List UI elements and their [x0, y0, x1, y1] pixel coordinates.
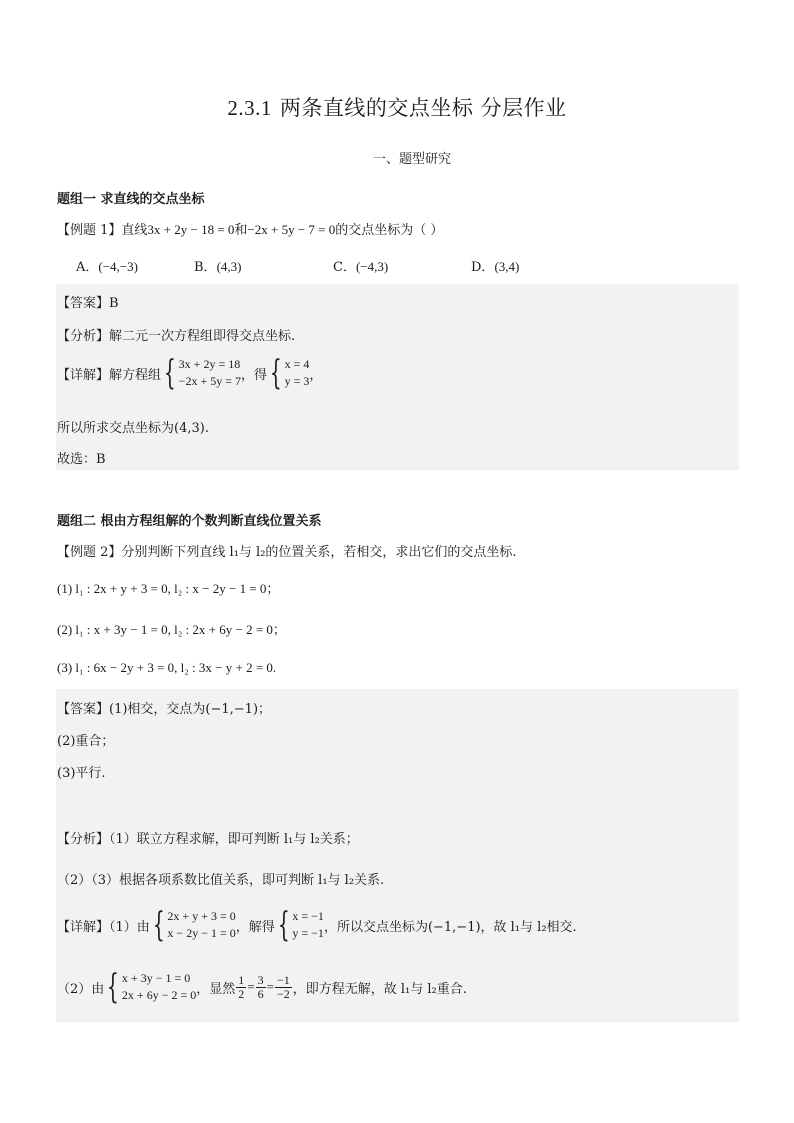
detail-2-1: [57, 905, 577, 945]
system-row: y = 3: [284, 374, 310, 388]
system-row: x = 4: [284, 357, 310, 371]
example1-label: 【例题 1】: [57, 223, 122, 238]
title-number: 2.3.1: [227, 96, 272, 120]
denominator: 2: [238, 986, 245, 1001]
group2-heading: 题组二 根由方程组解的个数判断直线位置关系: [57, 514, 322, 529]
example1-question: [57, 219, 443, 238]
detail-text: ，解得: [235, 919, 275, 935]
option-label: C．: [333, 260, 356, 275]
equals-sign: =: [266, 979, 274, 994]
q-prefix: 直线: [121, 223, 148, 238]
detail-2-2: [57, 967, 467, 1007]
choice-1: 故选：B: [57, 452, 106, 467]
equation-system: { 2x + y + 3 = 0 x − 2y − 1 = 0: [152, 905, 236, 945]
numerator: 1: [238, 972, 245, 987]
denominator: 6: [257, 986, 264, 1001]
analysis-2-1: 【分析】（1）联立方程求解，即可判断 l₁与 l₂关系；: [57, 832, 359, 847]
answer-1: 【答案】B: [57, 296, 119, 311]
analysis-2-2: （2）（3）根据各项系数比值关系，即可判断 l₁与 l₂关系.: [57, 873, 385, 888]
option-c: [333, 256, 388, 275]
option-value: (4,3): [216, 259, 242, 274]
detail-text: ，即方程无解，故 l₁与 l₂重合.: [292, 981, 467, 997]
detail-text: ，: [309, 367, 323, 383]
option-b: [194, 256, 241, 275]
equation-system: { 3x + 2y = 18 −2x + 5y = 7: [163, 353, 241, 393]
item-2: (2) l₁ : x + 3y − 1 = 0, l₂ : 2x + 6y − 2 = 0；: [57, 622, 286, 637]
detail-text: 解方程组: [109, 367, 162, 383]
answer-2-1: 【答案】(1)相交，交点为(−1,−1)；: [57, 702, 272, 717]
page-title: [0, 92, 794, 122]
option-a: [76, 256, 138, 275]
detail-text: ，所以交点坐标为(−1,−1)，故 l₁与 l₂相交.: [323, 919, 577, 935]
option-d: [471, 256, 519, 275]
title-text: 两条直线的交点坐标 分层作业: [279, 96, 567, 120]
group1-heading: 题组一 求直线的交点坐标: [57, 192, 205, 207]
option-value: (3,4): [494, 259, 520, 274]
option-label: D．: [471, 260, 495, 275]
detail-1: [57, 353, 323, 393]
equation-system: { x + 3y − 1 = 0 2x + 6y − 2 = 0: [107, 967, 197, 1007]
answer-2-2: (2)重合；: [57, 734, 115, 749]
solution-system: { x = 4 y = 3: [269, 353, 310, 393]
detail-text: 【详解】（1）由: [57, 919, 150, 935]
system-row: 2x + 6y − 2 = 0: [121, 988, 197, 1002]
section-heading: 一、题型研究: [372, 152, 451, 167]
system-row: 3x + 2y = 18: [178, 357, 241, 371]
conclusion-1: 所以所求交点坐标为(4,3).: [57, 421, 209, 436]
numerator: 3: [257, 972, 264, 987]
detail-text: ，得: [240, 367, 267, 383]
detail-label: 【详解】: [57, 367, 110, 383]
item-3: (3) l₁ : 6x − 2y + 3 = 0, l₂ : 3x − y + 2 = 0.: [57, 660, 277, 675]
fraction: [256, 974, 266, 1001]
option-label: B．: [194, 260, 217, 275]
equals-sign: =: [247, 979, 255, 994]
answer-2-3: (3)平行.: [57, 766, 106, 781]
system-row: y = −1: [292, 926, 324, 940]
example2-question: [57, 541, 517, 560]
question-text: 分别判断下列直线 l₁与 l₂的位置关系，若相交，求出它们的交点坐标.: [121, 545, 517, 560]
option-value: (−4,−3): [98, 259, 138, 274]
item-1: (1) l₁ : 2x + y + 3 = 0, l₂ : x − 2y − 1 = 0；: [57, 581, 280, 596]
analysis-1: 【分析】解二元一次方程组即得交点坐标.: [57, 329, 296, 344]
system-row: 2x + y + 3 = 0: [167, 909, 236, 923]
q-and: 和: [234, 223, 248, 238]
system-row: x = −1: [292, 909, 324, 923]
detail-text: （2）由: [57, 981, 105, 997]
equation-2: −2x + 5y − 7 = 0: [247, 222, 336, 237]
fraction: [275, 974, 292, 1001]
system-row: x − 2y − 1 = 0: [167, 926, 236, 940]
fraction: [236, 974, 246, 1001]
system-row: x + 3y − 1 = 0: [121, 971, 191, 985]
solution-system: { x = −1 y = −1: [277, 905, 324, 945]
option-value: (−4,3): [355, 259, 389, 274]
detail-text: ，显然: [196, 981, 236, 997]
denominator: −2: [276, 986, 290, 1001]
option-label: A．: [76, 260, 99, 275]
q-suffix: 的交点坐标为（ ）: [335, 223, 444, 238]
system-row: −2x + 5y = 7: [178, 374, 241, 388]
example2-label: 【例题 2】: [57, 545, 122, 560]
equation-1: 3x + 2y − 18 = 0: [147, 222, 235, 237]
numerator: −1: [276, 972, 290, 987]
